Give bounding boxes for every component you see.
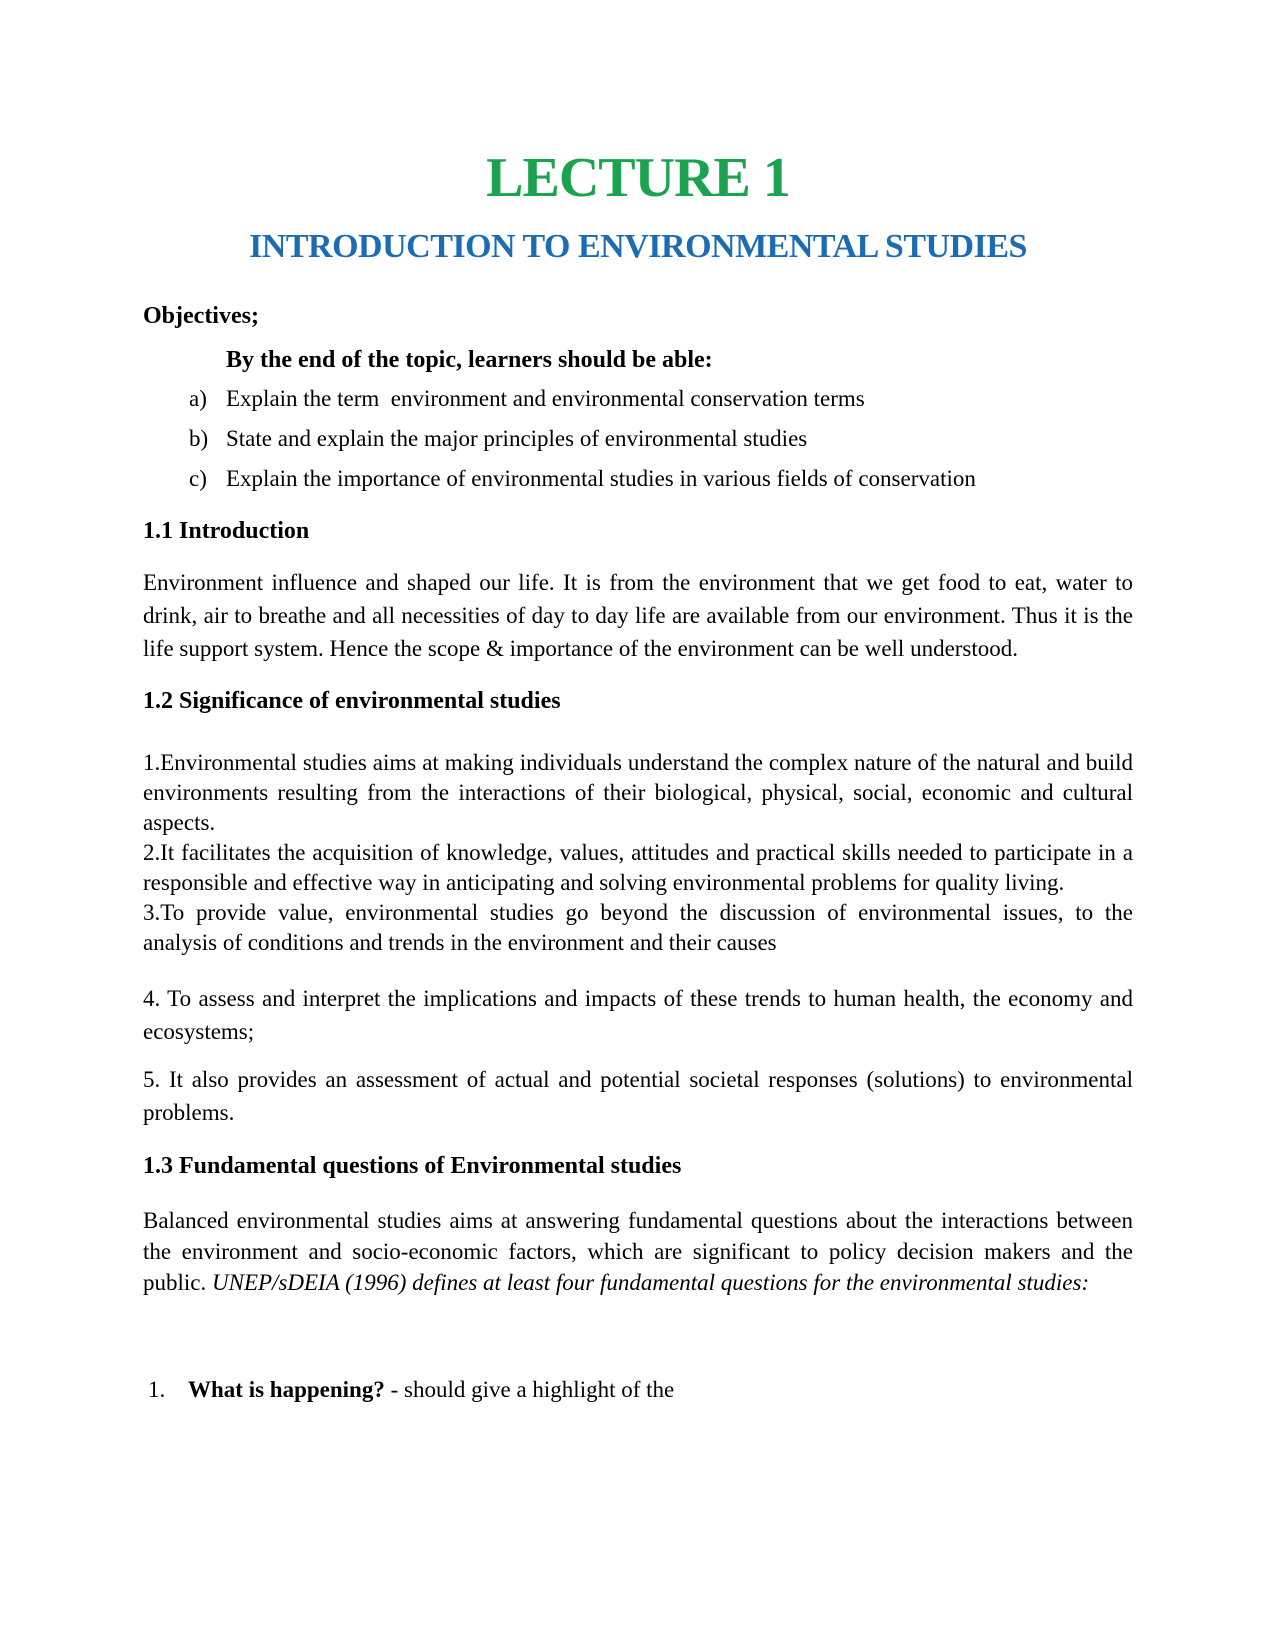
question-1-marker: 1. [148, 1377, 166, 1402]
significance-points [143, 748, 1133, 958]
objective-text-a: Explain the term environment and environmental conservation terms [226, 386, 865, 411]
question-1-rest: - should give a highlight of the [384, 1377, 675, 1402]
significance-point-3: 3.To provide value, environmental studies go beyond the discussion of environmental issues, to the analysis of conditions and trends in the environment and their causes [143, 900, 1133, 955]
significance-point-4: 4. To assess and interpret the implications and impacts of these trends to human health, the economy and ecosystems; [143, 986, 1133, 1044]
objectives-lead: By the end of the topic, learners should be able: [226, 347, 713, 373]
section-1-2-heading: 1.2 Significance of environmental studies [143, 688, 561, 714]
lecture-subtitle: INTRODUCTION TO ENVIRONMENTAL STUDIES [249, 228, 1027, 265]
question-1-text [188, 1374, 674, 1405]
section-1-1-heading: 1.1 Introduction [143, 518, 310, 544]
objective-text-b: State and explain the major principles of environmental studies [226, 426, 808, 451]
objective-marker-a: a) [189, 386, 207, 411]
significance-point-1: 1.Environmental studies aims at making individuals understand the complex nature of the natural and build environments resulting from the interactions of their biological, physical, social, economic and cultural aspects. [143, 750, 1133, 835]
fundamental-question-1 [148, 1374, 1133, 1405]
question-1-bold: What is happening? [188, 1377, 385, 1402]
objective-item-b [189, 424, 1133, 454]
objectives-heading: Objectives; [143, 303, 259, 329]
section-1-3-paragraph-italic: UNEP/sDEIA (1996) defines at least four fundamental questions for the environmental studies: [212, 1270, 1090, 1295]
section-1-3-paragraph-normal: Balanced environmental studies aims at answering fundamental questions about the interactions between the environment and socio-economic factors, which are significant to policy decision makers and the public. [143, 1208, 1133, 1295]
section-1-1-paragraph: Environment influence and shaped our life. It is from the environment that we get food to eat, water to drink, air to breathe and all necessities of day to day life are available from our environment. Thus it is the life support system. Hence the scope & importance of the environment can be well understood. [143, 570, 1133, 661]
objective-marker-c: c) [189, 466, 207, 491]
objective-text-c: Explain the importance of environmental studies in various fields of conservation [226, 466, 976, 491]
lecture-title: LECTURE 1 [486, 147, 790, 209]
section-1-3-paragraph [143, 1205, 1133, 1298]
objective-item-c [189, 464, 1133, 494]
objective-item-a [189, 384, 1133, 414]
significance-point-2: 2.It facilitates the acquisition of knowledge, values, attitudes and practical skills needed to participate in a responsible and effective way in anticipating and solving environmental problems for quality living. [143, 840, 1133, 895]
section-1-3-heading: 1.3 Fundamental questions of Environmental studies [143, 1153, 682, 1179]
objective-marker-b: b) [189, 426, 209, 451]
significance-point-5: 5. It also provides an assessment of actual and potential societal responses (solutions) to environmental problems. [143, 1067, 1133, 1125]
